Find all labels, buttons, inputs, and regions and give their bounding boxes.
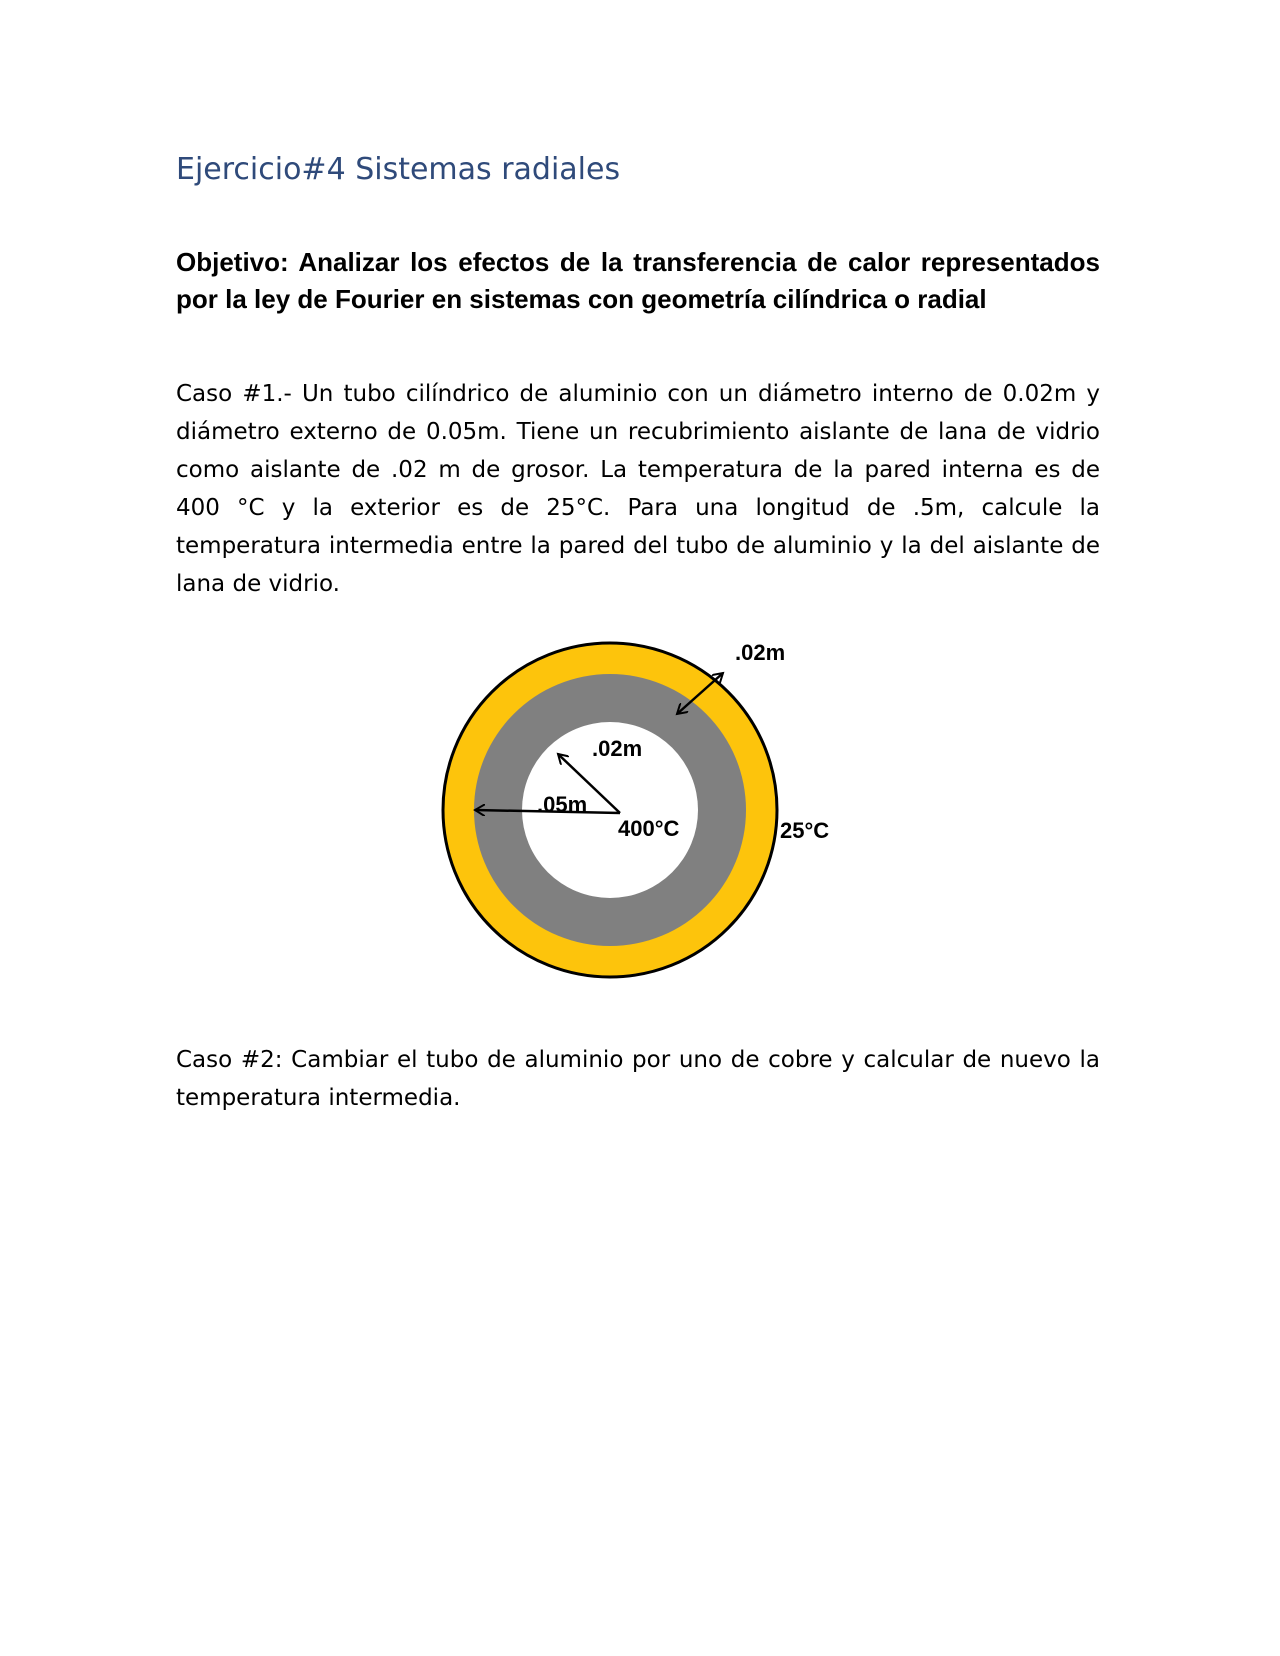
page-title: Ejercicio#4 Sistemas radiales [176, 152, 621, 187]
objective-paragraph: Objetivo: Analizar los efectos de la transferencia de calor representados por la ley de Fourier en sistemas con geometría cilíndrica o radial [176, 247, 1100, 314]
inner-radius-label: .02m [592, 736, 643, 761]
case-2-paragraph: Caso #2: Cambiar el tubo de aluminio por uno de cobre y calcular de nuevo la temperatura intermedia. [176, 1047, 1100, 1111]
inner-temperature-label: 400°C [618, 816, 680, 841]
outer-temperature-label: 25°C [780, 818, 830, 843]
insulation-thickness-label: .02m [735, 640, 786, 665]
outer-radius-label: .05m [537, 792, 588, 817]
case-1-paragraph: Caso #1.- Un tubo cilíndrico de aluminio con un diámetro interno de 0.02m y diámetro externo de 0.05m. Tiene un recubrimiento aislante de lana de vidrio como aislante de .02 m de grosor. La temperatura de la pared interna es de 400 °C y la exterior es de 25°C. Para una longitud de .5m, calcule la temperatura intermedia entre la pared del tubo de aluminio y la del aislante de lana de vidrio. [176, 381, 1100, 597]
pipe-cross-section-diagram [440, 630, 860, 990]
